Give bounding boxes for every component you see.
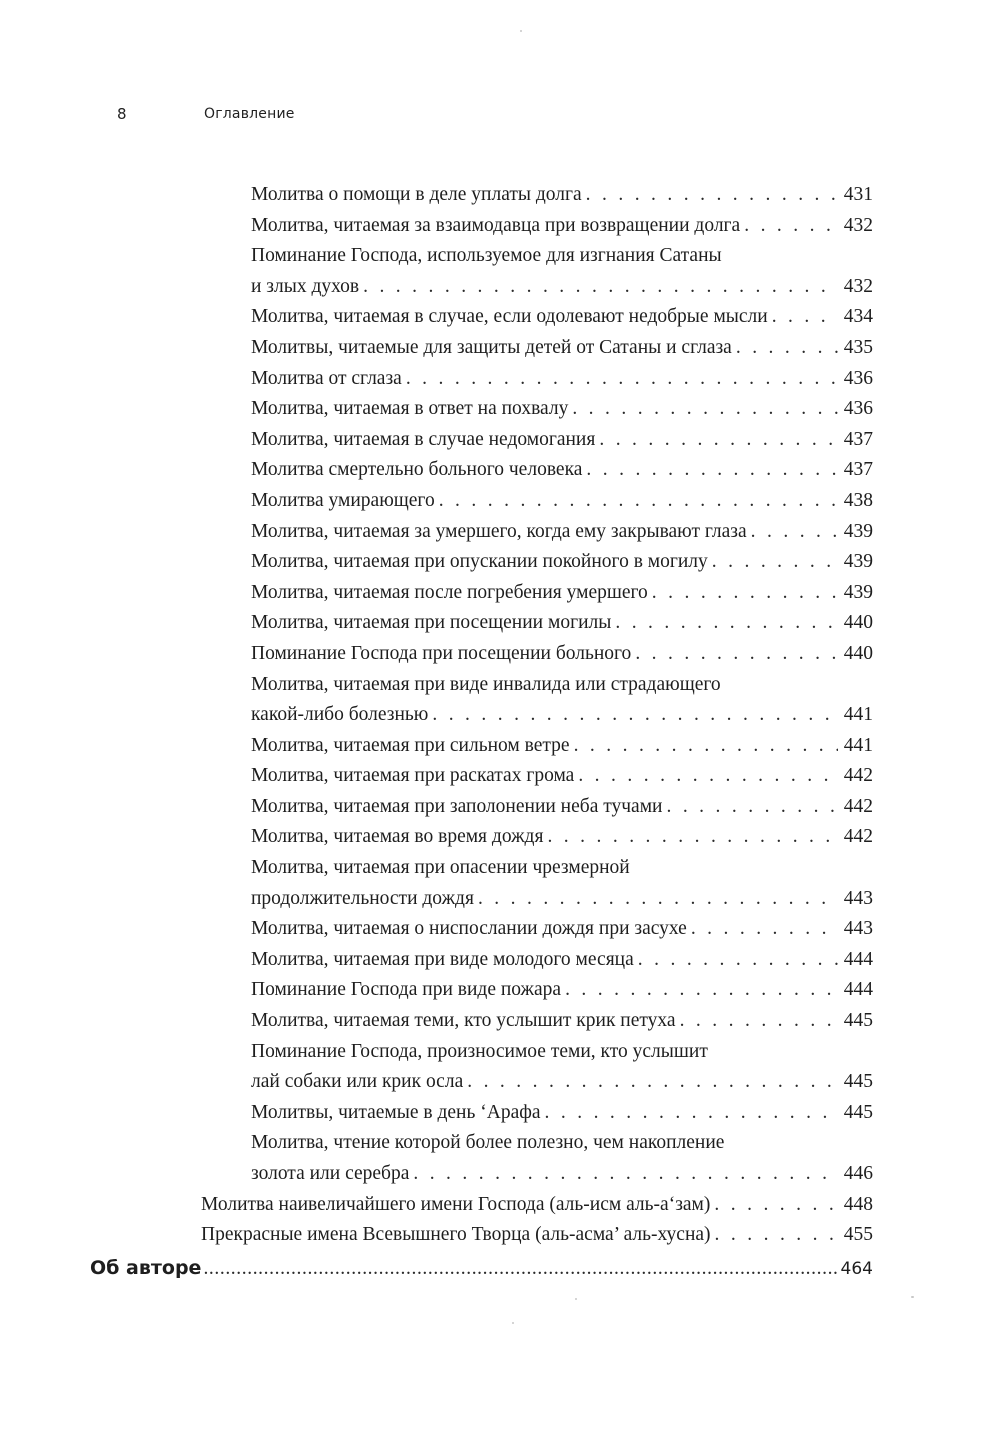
scan-speck [911,1296,914,1298]
dot-leader [666,792,837,823]
toc-entry-title: Поминание Господа при виде пожара [251,979,562,1001]
toc-entry [0,272,1000,303]
toc-entry [0,639,1000,670]
scan-speck [575,1298,577,1300]
toc-line [251,1006,873,1037]
toc-page-number: 440 [843,612,873,634]
toc-entry-title: Прекрасные имена Всевышнего Творца (аль-асма’ аль-хусна) [201,1224,711,1246]
toc-line [251,975,873,1006]
toc-entry-title: Молитва о помощи в деле уплаты долга [251,184,582,205]
toc-entry-title: и злых духов [251,275,360,297]
toc-entry-title: Молитва, читаемая в ответ на похвалу [251,398,569,420]
toc-line [251,822,873,853]
toc-line [251,1037,873,1068]
dot-leader [578,761,837,792]
toc-page-number: 445 [843,1010,873,1032]
dot-leader [772,302,838,333]
toc-entry-title: лай собаки или крик осла [251,1071,464,1093]
toc-entry [0,486,1000,517]
toc-page-number: 441 [843,734,873,756]
toc-page-number: 436 [843,367,873,389]
toc-entry [0,608,1000,639]
running-title: Оглавление [204,106,295,122]
page-number: 8 [117,105,127,123]
toc-page-number: 437 [843,428,873,450]
toc-entry [0,1220,1000,1251]
toc-entry [0,180,1000,211]
dot-leader [439,486,838,517]
toc-line [251,1159,873,1190]
toc-entry-title: какой-либо болезнью [251,704,429,726]
toc-entry [0,547,1000,578]
toc-page-number: 443 [843,887,873,909]
dot-leader [478,884,838,915]
toc-page-number: 442 [843,765,873,787]
toc-page-number: 431 [843,184,873,205]
dot-leader [432,700,837,731]
toc-entry-title: Молитва, читаемая при виде инвалида или страдающего [251,673,721,695]
dot-leader [565,975,838,1006]
toc-entry-title: Молитва смертельно больного человека [251,459,583,481]
toc-page-number: 455 [843,1224,873,1246]
toc-line [251,792,873,823]
toc-line [251,486,873,517]
toc-entry [0,1098,1000,1129]
toc-entry-title: Поминание Господа, используемое для изгнания Сатаны [251,245,722,267]
toc-line [251,1098,873,1129]
toc-entry-title: Молитва умирающего [251,489,435,511]
toc-page-number: 437 [843,459,873,481]
dot-leader [691,914,838,945]
table-of-contents [0,180,1000,1283]
toc-entry-title: Молитва, читаемая в случае недомогания [251,428,596,450]
toc-line [251,731,873,762]
toc-line [251,853,873,884]
toc-entry-title: Молитва, читаемая при сильном ветре [251,734,570,756]
toc-line [251,333,873,364]
toc-entry-title: Молитва, читаемая в случае, если одолевают недобрые мысли [251,306,768,328]
toc-line [251,455,873,486]
toc-entry [0,792,1000,823]
dot-leader [586,455,837,486]
toc-entry-title: Молитва, читаемая при посещении могилы [251,612,612,634]
toc-entry-title: Молитва, читаемая теми, кто услышит крик петуха [251,1010,676,1032]
toc-entry-title: Поминание Господа при посещении больного [251,642,632,664]
dot-leader [736,333,838,364]
dot-leader [744,211,838,242]
dot-leader [652,578,838,609]
toc-entry-title: Об авторе [90,1256,202,1279]
toc-entry-title: Молитва, читаемая при заполонении неба тучами [251,795,663,817]
toc-entry [0,822,1000,853]
toc-line [251,1067,873,1098]
toc-line [90,1253,873,1285]
toc-line [251,547,873,578]
toc-entry [0,1067,1000,1098]
dot-leader [203,1254,838,1285]
toc-entry-title: Молитва, читаемая при виде молодого месяца [251,948,634,970]
toc-entry [0,241,1000,272]
toc-page-number: 446 [843,1163,873,1184]
toc-entry [0,578,1000,609]
toc-page-number: 444 [843,948,873,970]
toc-page-number: 432 [843,275,873,297]
dot-leader [363,272,838,303]
toc-line [201,1190,873,1221]
dot-leader [599,425,837,456]
toc-line [251,241,873,272]
dot-leader [547,822,837,853]
toc-page-number: 435 [843,336,873,358]
toc-entry [0,1006,1000,1037]
toc-entry [0,1190,1000,1221]
toc-entry-title: Молитва, читаемая о ниспослании дождя при засухе [251,918,687,940]
toc-page-number: 444 [843,979,873,1001]
toc-entry [0,1253,1000,1284]
dot-leader [545,1098,838,1129]
dot-leader [635,639,837,670]
toc-entry-title: продолжительности дождя [251,887,474,909]
dot-leader [574,731,838,762]
toc-page-number: 439 [843,551,873,573]
toc-entry-title: Молитва, читаемая после погребения умершего [251,581,648,603]
toc-entry-title: Молитва, читаемая за умершего, когда ему закрывают глаза [251,520,747,542]
toc-entry [0,302,1000,333]
toc-entry-title: золота или серебра [251,1163,410,1184]
toc-page-number: 464 [840,1258,873,1279]
toc-line [251,700,873,731]
page-header [0,103,1000,127]
toc-line [201,1220,873,1251]
dot-leader [467,1067,838,1098]
dot-leader [406,364,838,395]
toc-line [251,1128,873,1159]
toc-line [251,578,873,609]
toc-entry [0,1159,1000,1190]
toc-entry [0,394,1000,425]
toc-line [251,180,873,211]
toc-entry [0,1128,1000,1159]
toc-entry-title: Молитва наивеличайшего имени Господа (аль-исм аль-а‘зам) [201,1193,711,1215]
toc-entry [0,211,1000,242]
dot-leader [715,1220,838,1251]
toc-entry [0,700,1000,731]
toc-entry [0,761,1000,792]
toc-line [251,639,873,670]
dot-leader [413,1159,837,1190]
toc-entry [0,975,1000,1006]
toc-entry [0,425,1000,456]
toc-entry [0,884,1000,915]
toc-entry-title: Молитва, читаемая при опускании покойного в могилу [251,551,708,573]
toc-page-number: 445 [843,1101,873,1123]
toc-entry [0,731,1000,762]
toc-entry-title: Молитва, читаемая за взаимодавца при возвращении долга [251,214,741,236]
dot-leader [572,394,837,425]
toc-entry-title: Молитва, читаемая при раскатах грома [251,765,575,787]
toc-page-number: 439 [843,581,873,603]
toc-entry-title: Молитвы, читаемые для защиты детей от Сатаны и сглаза [251,336,732,358]
toc-entry [0,1037,1000,1068]
toc-page-number: 440 [843,642,873,664]
toc-entry [0,914,1000,945]
toc-line [251,670,873,701]
scan-speck [520,30,522,32]
toc-line [251,914,873,945]
toc-line [251,211,873,242]
dot-leader [714,1190,837,1221]
toc-page-number: 445 [843,1071,873,1093]
toc-entry-title: Поминание Господа, произносимое теми, кто услышит [251,1040,708,1062]
toc-entry [0,455,1000,486]
dot-leader [712,547,838,578]
toc-page-number: 443 [843,918,873,940]
toc-entry [0,333,1000,364]
toc-entry-title: Молитва, чтение которой более полезно, чем накопление [251,1132,725,1154]
toc-line [251,945,873,976]
scan-speck [512,1322,514,1324]
toc-line [251,884,873,915]
toc-line [251,517,873,548]
toc-line [251,608,873,639]
toc-page-number: 442 [843,826,873,848]
toc-page-number: 448 [843,1193,873,1215]
toc-entry [0,853,1000,884]
dot-leader [751,517,838,548]
toc-entry-title: Молитвы, читаемые в день ‘Арафа [251,1101,541,1123]
dot-leader [680,1006,838,1037]
toc-entry-title: Молитва, читаемая при опасении чрезмерной [251,857,630,879]
toc-page-number: 442 [843,795,873,817]
toc-entry [0,945,1000,976]
toc-entry [0,364,1000,395]
toc-page-number: 434 [843,306,873,328]
toc-entry-title: Молитва, читаемая во время дождя [251,826,544,848]
toc-entry-title: Молитва от сглаза [251,367,402,389]
toc-line [251,302,873,333]
dot-leader [638,945,838,976]
toc-entry [0,670,1000,701]
toc-page-number: 438 [843,489,873,511]
toc-line [251,394,873,425]
dot-leader [615,608,837,639]
toc-page-number: 436 [843,398,873,420]
toc-entry [0,517,1000,548]
toc-page-number: 439 [843,520,873,542]
toc-line [251,272,873,303]
toc-line [251,364,873,395]
dot-leader [586,180,838,211]
toc-line [251,425,873,456]
toc-page-number: 432 [843,214,873,236]
toc-line [251,761,873,792]
toc-page-number: 441 [843,704,873,726]
